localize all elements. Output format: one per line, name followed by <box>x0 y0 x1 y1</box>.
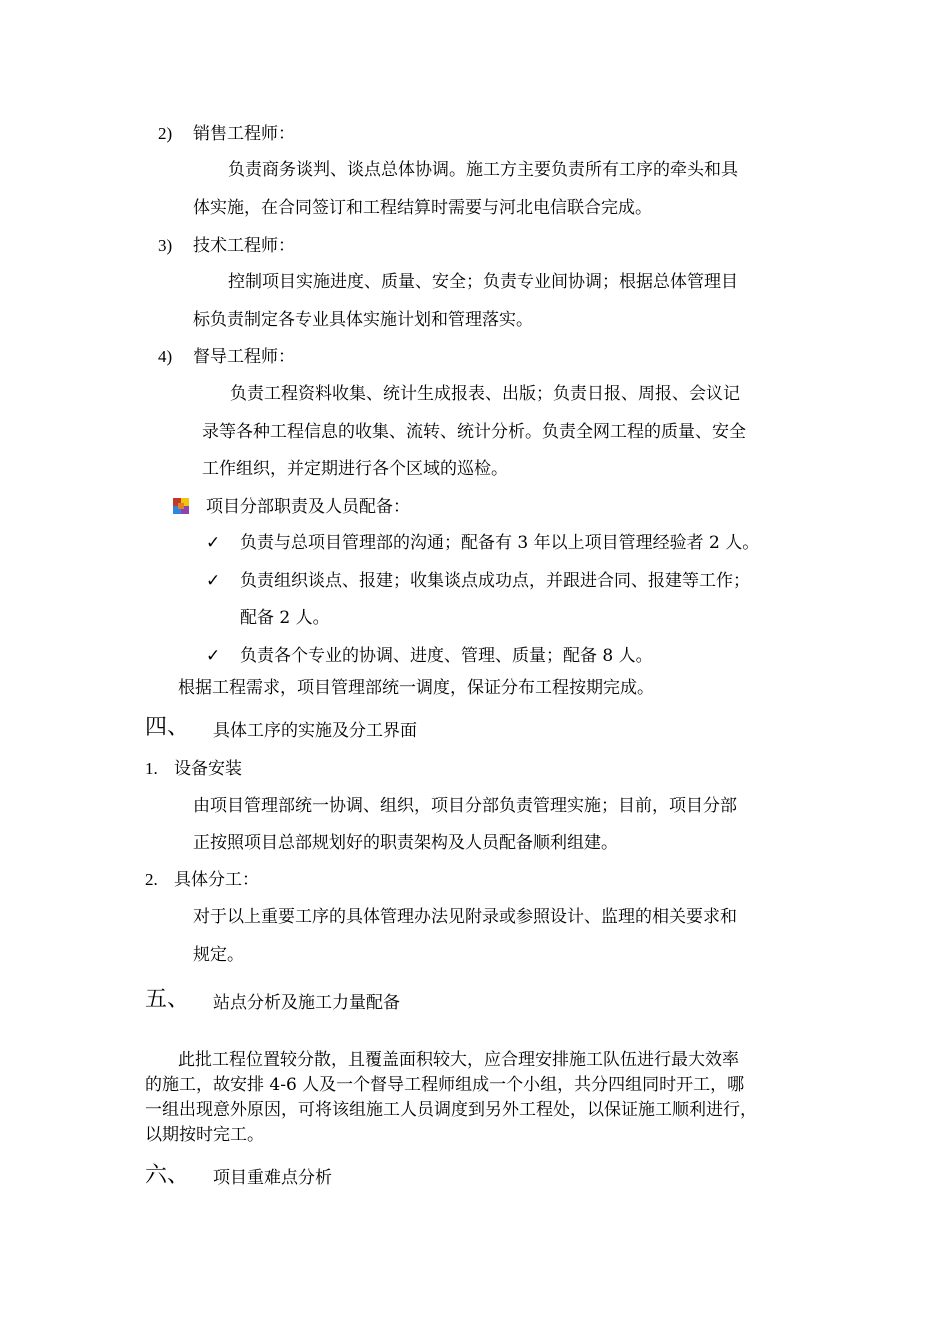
role-4-title: 督导工程师： <box>193 347 295 367</box>
section-4-sub-1-line-2: 正按照项目总部规划好的职责架构及人员配备顺利组建。 <box>193 833 618 853</box>
role-2-desc-line-1: 负责商务谈判、谈点总体协调。施工方主要负责所有工序的牵头和具 <box>228 160 738 180</box>
role-4-desc-line-1: 负责工程资料收集、统计生成报表、出版；负责日报、周报、会议记 <box>230 384 740 404</box>
check-mark-icon: ✓ <box>206 533 221 553</box>
branch-item-1: 负责与总项目管理部的沟通；配备有 3 年以上项目管理经验者 2 人。 <box>240 533 760 553</box>
role-2-number: 2) <box>158 124 173 143</box>
section-5-para-line-1: 此批工程位置较分散，且覆盖面积较大，应合理安排施工队伍进行最大效率 <box>178 1050 739 1070</box>
check-mark-icon: ✓ <box>206 646 221 666</box>
role-2-desc-line-2: 体实施，在合同签订和工程结算时需要与河北电信联合完成。 <box>193 198 652 218</box>
section-6-title: 项目重难点分析 <box>213 1168 332 1188</box>
branch-item-2: 负责组织谈点、报建；收集谈点成功点，并跟进合同、报建等工作； <box>240 571 750 591</box>
role-3-number: 3) <box>158 236 173 255</box>
role-4-desc-line-2: 录等各种工程信息的收集、流转、统计分析。负责全网工程的质量、安全 <box>202 422 746 442</box>
section-4-sub-2-line-1: 对于以上重要工序的具体管理办法见附录或参照设计、监理的相关要求和 <box>193 907 737 927</box>
section-4-sub-1-title: 设备安装 <box>174 759 242 779</box>
section-4-sub-2-number: 2. <box>145 870 158 889</box>
colored-square-bullet-icon <box>172 497 190 515</box>
section-5-para-line-4: 以期按时完工。 <box>145 1125 264 1145</box>
check-mark-icon: ✓ <box>206 571 221 591</box>
branch-item-3: 负责各个专业的协调、进度、管理、质量；配备 8 人。 <box>240 646 653 666</box>
section-5-para-line-3: 一组出现意外原因，可将该组施工人员调度到另外工程处，以保证施工顺利进行， <box>145 1100 757 1120</box>
role-4-desc-line-3: 工作组织，并定期进行各个区域的巡检。 <box>202 459 508 479</box>
role-3-title: 技术工程师： <box>193 236 295 256</box>
section-5-title: 站点分析及施工力量配备 <box>213 993 400 1013</box>
section-4-sub-2-title: 具体分工： <box>174 870 259 890</box>
role-3-desc-line-2: 标负责制定各专业具体实施计划和管理落实。 <box>193 310 533 330</box>
section-6-number: 六、 <box>145 1163 190 1188</box>
section-4-number: 四、 <box>145 715 190 740</box>
section-5-number: 五、 <box>145 987 190 1012</box>
branch-title: 项目分部职责及人员配备： <box>206 497 410 517</box>
section-4-sub-1-line-1: 由项目管理部统一协调、组织，项目分部负责管理实施；目前，项目分部 <box>193 796 737 816</box>
section-4-sub-1-number: 1. <box>145 759 158 778</box>
role-4-number: 4) <box>158 347 173 366</box>
section-4-sub-2-line-2: 规定。 <box>193 945 244 965</box>
section-5-para-line-2: 的施工，故安排 4-6 人及一个督导工程师组成一个小组，共分四组同时开工，哪 <box>145 1075 745 1095</box>
role-2-title: 销售工程师： <box>193 124 295 144</box>
section-4-title: 具体工序的实施及分工界面 <box>213 721 417 741</box>
branch-note: 根据工程需求，项目管理部统一调度，保证分布工程按期完成。 <box>178 678 654 698</box>
role-3-desc-line-1: 控制项目实施进度、质量、安全；负责专业间协调；根据总体管理目 <box>228 272 738 292</box>
branch-item-2-cont: 配备 2 人。 <box>240 608 330 628</box>
